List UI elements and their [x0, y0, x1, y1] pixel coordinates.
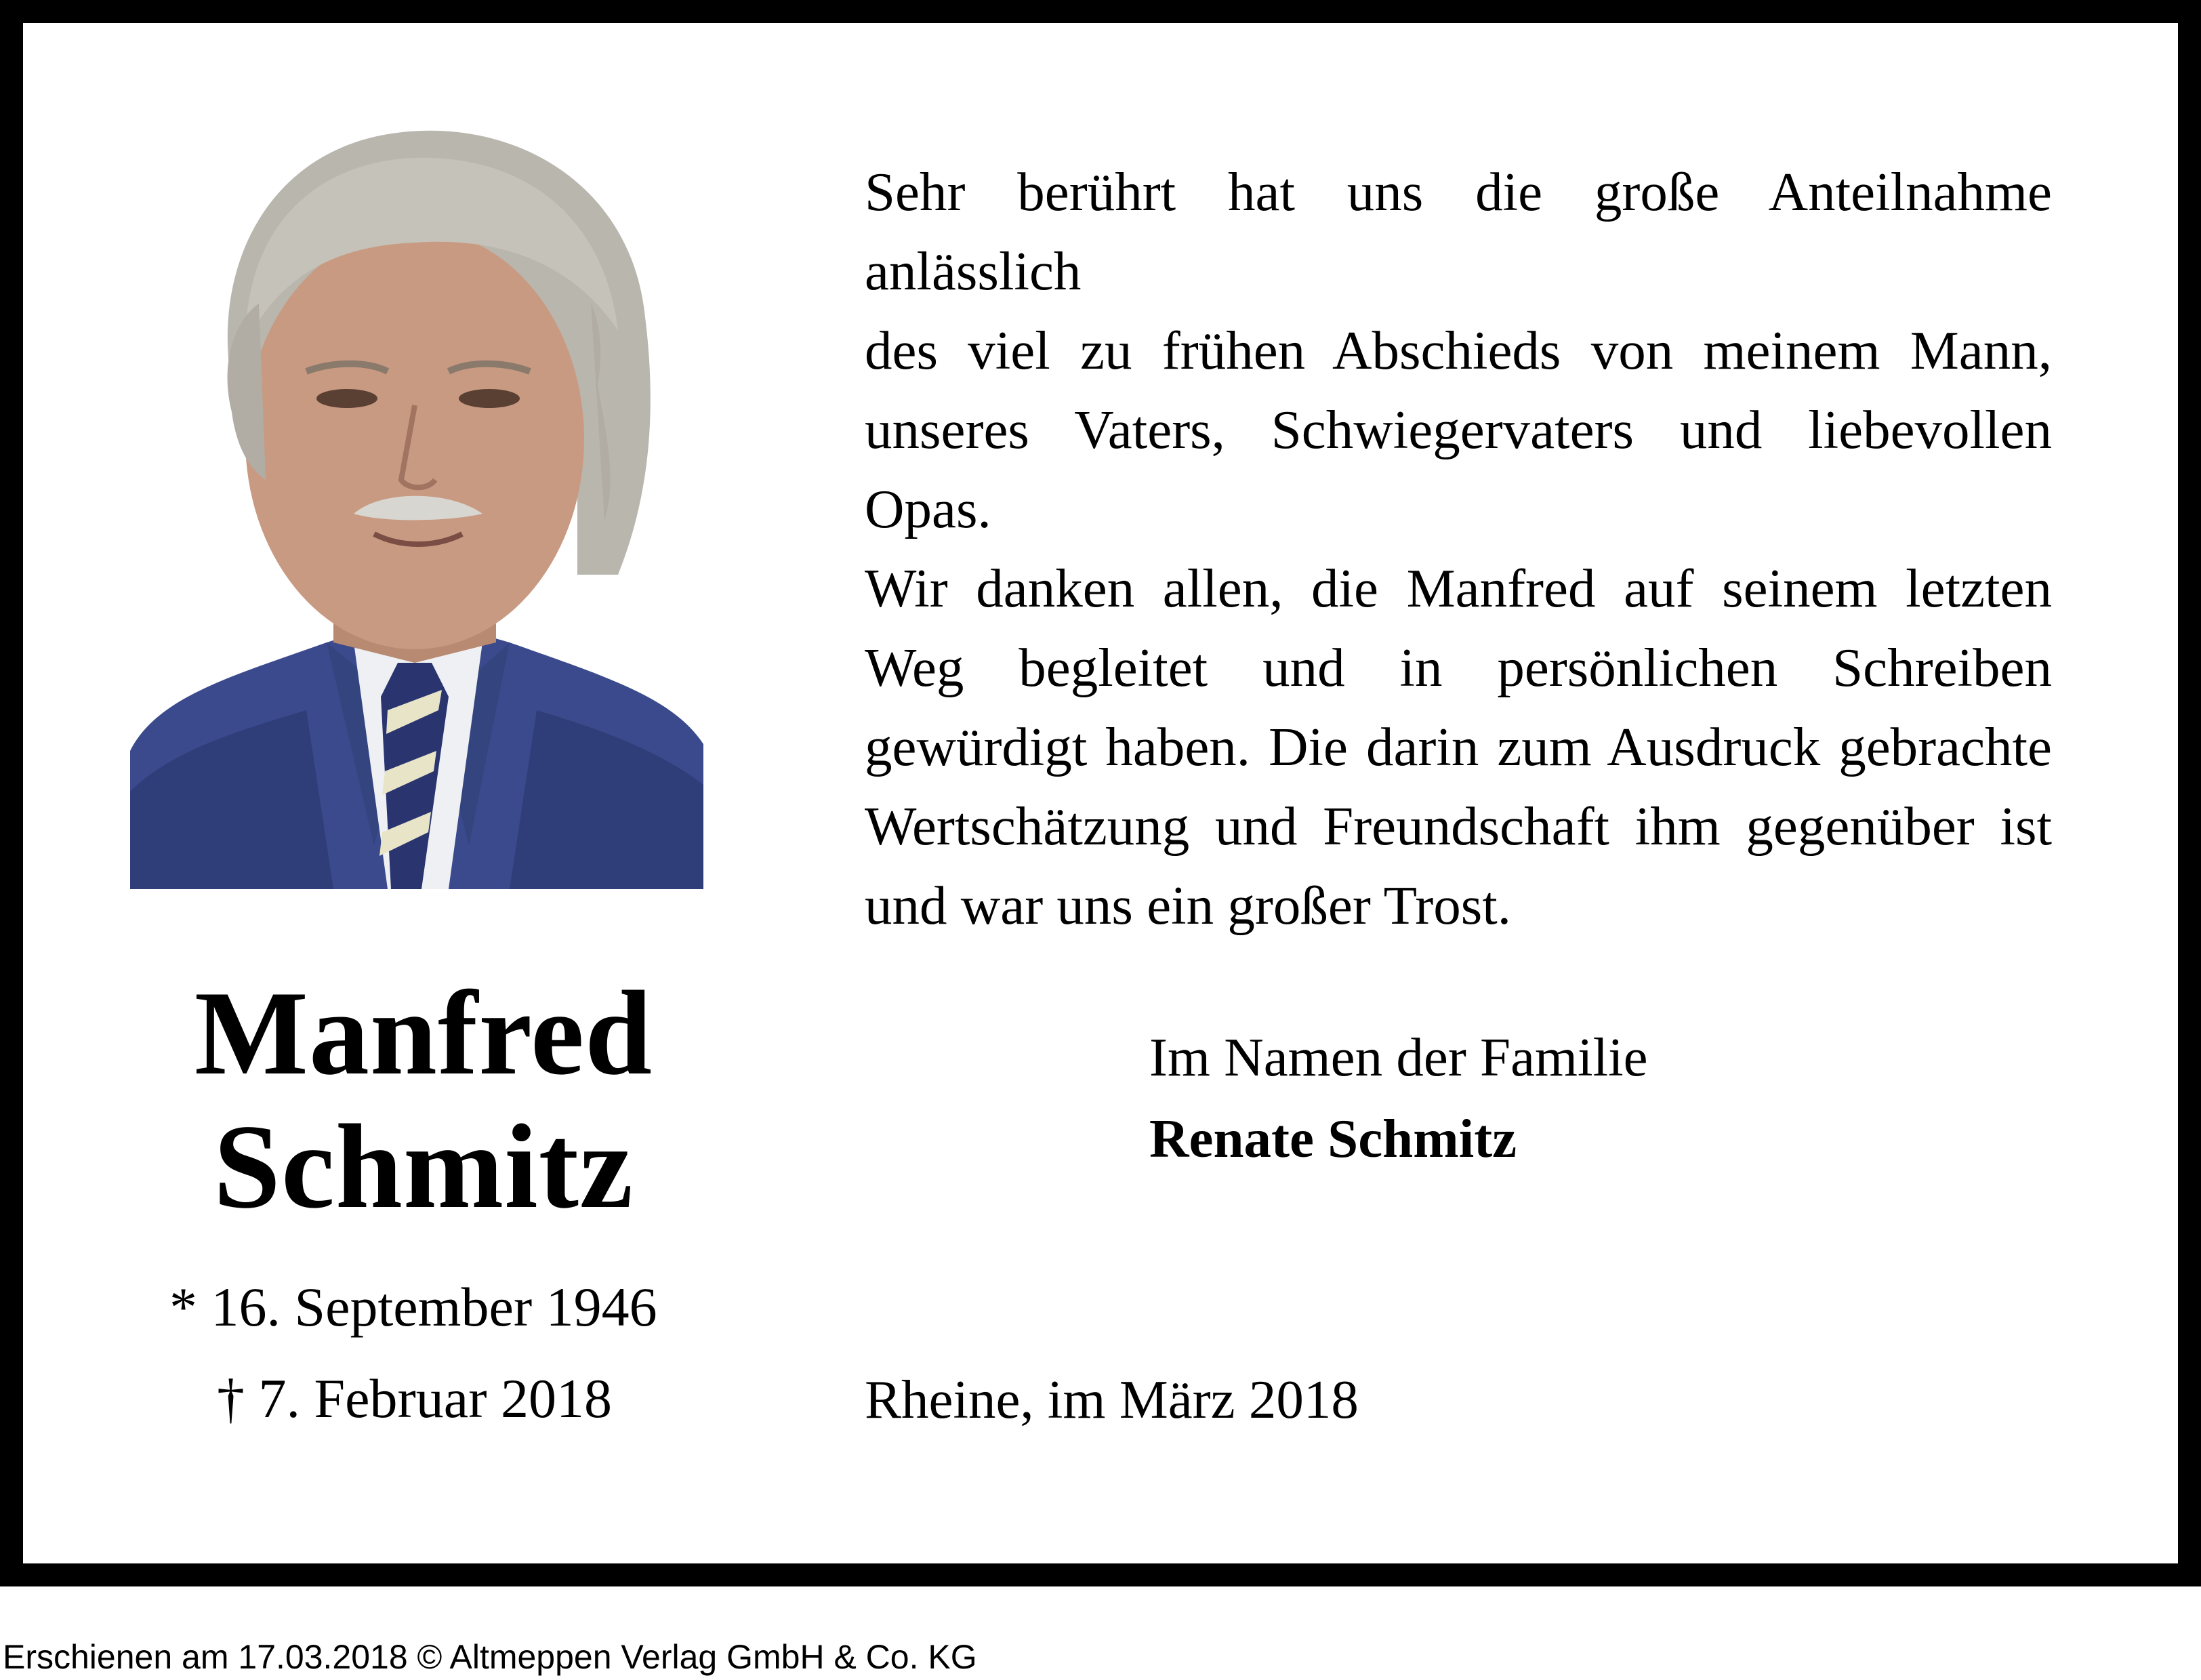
birth-date: * 16. September 1946	[169, 1276, 657, 1338]
signature-name: Renate Schmitz	[1149, 1108, 1517, 1169]
portrait-photo	[130, 100, 703, 889]
paragraph-line: Wir danken allen, die Manfred auf seinem letzten	[865, 558, 2052, 619]
paragraph-line: und war uns ein großer Trost.	[865, 875, 1511, 936]
paragraph-line: Weg begleitet und in persönlichen Schreiben	[865, 637, 2052, 698]
paragraph-line: Sehr berührt hat uns die große Anteilnahme anlässlich	[865, 161, 2052, 302]
deceased-last-name: Schmitz	[213, 1099, 634, 1233]
signature-intro: Im Namen der Familie	[1149, 1027, 1648, 1088]
deceased-first-name: Manfred	[194, 966, 653, 1100]
paragraph-line: unseres Vaters, Schwiegervaters und liebevollen Opas.	[865, 399, 2052, 539]
thanks-paragraph-1	[865, 152, 2052, 549]
death-date: † 7. Februar 2018	[217, 1368, 613, 1429]
paragraph-line: des viel zu frühen Abschieds von meinem Mann,	[865, 320, 2052, 381]
place-and-date: Rheine, im März 2018	[865, 1369, 1359, 1430]
paragraph-line: gewürdigt haben. Die darin zum Ausdruck gebrachte	[865, 716, 2052, 777]
thanks-paragraph-2	[865, 549, 2052, 945]
publication-footer: Erschienen am 17.03.2018 © Altmeppen Verlag GmbH & Co. KG	[3, 1638, 977, 1676]
paragraph-line: Wertschätzung und Freundschaft ihm gegenüber ist	[865, 796, 2052, 857]
